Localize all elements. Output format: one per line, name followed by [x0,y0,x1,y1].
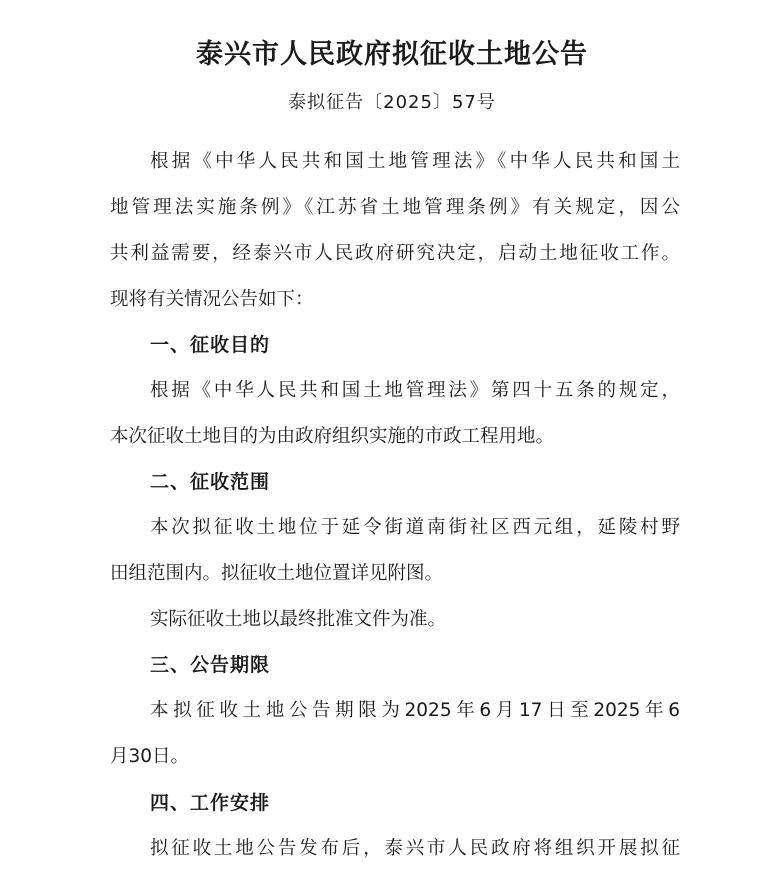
section-line: 本次征收土地目的为由政府组织实施的市政工程用地。 [110,426,555,447]
section-line: 实际征收土地以最终批准文件为准。 [150,609,447,630]
preamble-line: 现将有关情况公告如下： [110,289,314,310]
section-heading-purpose: 一、征收目的 [150,334,271,356]
section-heading-scope: 二、征收范围 [150,471,271,493]
section-line: 田组范围内。拟征收土地位置详见附图。 [110,563,444,584]
section-heading-period: 三、公告期限 [150,654,271,676]
section-line: 拟征收土地公告发布后，泰兴市人民政府将组织开展拟征 [150,838,680,859]
section-line: 月30日。 [110,746,190,767]
section-line: 本拟征收土地公告期限为2025年6月17日至2025年6 [150,700,680,721]
document-title: 泰兴市人民政府拟征收土地公告 [196,39,588,70]
preamble-line: 根据《中华人民共和国土地管理法》《中华人民共和国土 [150,151,680,172]
preamble-line: 共利益需要，经泰兴市人民政府研究决定，启动土地征收工作。 [110,243,680,264]
section-heading-arrangement: 四、工作安排 [150,792,271,814]
section-line: 根据《中华人民共和国土地管理法》第四十五条的规定， [150,380,680,401]
document-number: 泰拟征告〔2025〕57号 [288,92,496,113]
section-line: 本次拟征收土地位于延令街道南街社区西元组，延陵村野 [150,517,680,538]
preamble-line: 地管理法实施条例》《江苏省土地管理条例》有关规定，因公 [110,197,680,218]
